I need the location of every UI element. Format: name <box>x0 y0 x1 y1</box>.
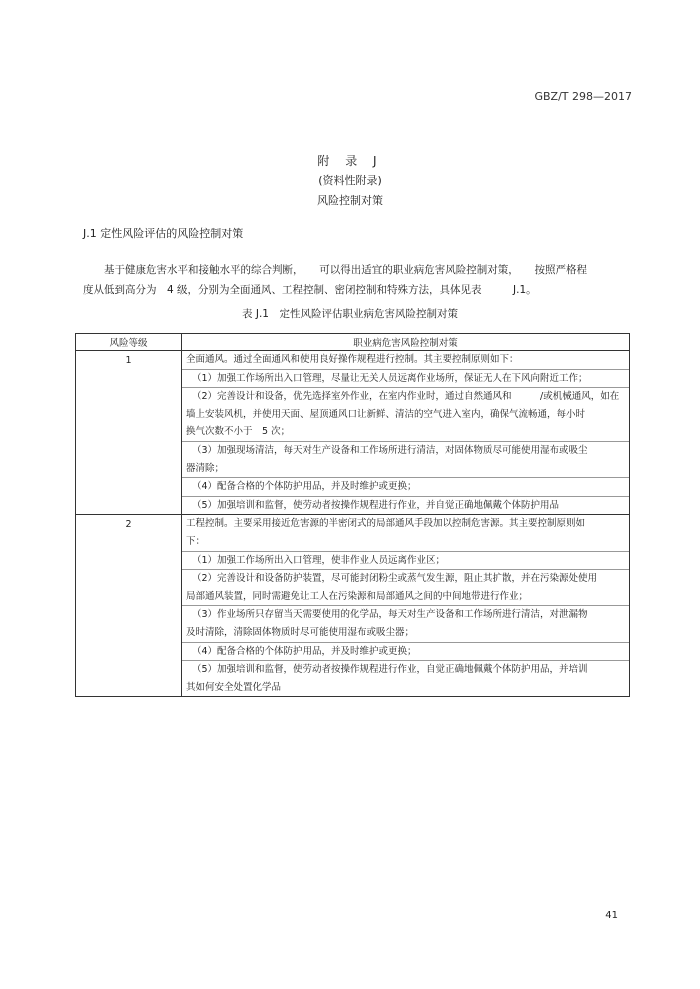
section-heading: J.1 定性风险评估的风险控制对策 <box>83 227 244 240</box>
measure-line: 下： <box>186 535 206 547</box>
table-caption: 表 J.1 定性风险评估职业病危害风险控制对策 <box>242 308 458 320</box>
measure-line: （4）配备合格的个体防护用品，并及时维护或更换； <box>182 642 629 661</box>
measure-line: 墙上安装风机，并使用天面、屋顶通风口让新鲜、清洁的空气进入室内，确保气流畅通，每小时 <box>186 408 586 420</box>
header-risk-level: 风险等级 <box>76 334 182 351</box>
measure-line: 局部通风装置，同时需避免让工人在污染源和局部通风之间的中间地带进行作业； <box>186 590 529 602</box>
measure-line: （5）加强培训和监督，使劳动者按操作规程进行作业，自觉正确地佩戴个体防护用品，并培训 <box>182 660 629 679</box>
header-control-measures: 职业病危害风险控制对策 <box>182 334 630 351</box>
measure-line: 其如何安全处置化学品 <box>186 681 282 693</box>
measure-line: （3）作业场所只存留当天需要使用的化学品，每天对生产设备和工作场所进行清洁，对泄漏物 <box>182 605 629 624</box>
table-body <box>76 351 630 697</box>
control-measures-cell <box>182 351 630 515</box>
measure-line: 工程控制。主要采用接近危害源的半密闭式的局部通风手段加以控制危害源。其主要控制原则如 <box>186 518 586 530</box>
measure-line: （4）配备合格的个体防护用品，并及时维护或更换； <box>182 477 629 496</box>
measure-line: （1）加强工作场所出入口管理，尽量让无关人员远离作业场所，保证无人在下风向附近工作； <box>182 369 629 388</box>
measure-line: （2）完善设计和设备防护装置，尽可能封闭粉尘或蒸气发生源，阻止其扩散，并在污染源处使用 <box>182 569 629 588</box>
risk-level-cell: 2 <box>76 515 182 697</box>
measure-line: （2）完善设计和设备，优先选择室外作业，在室内作业时，通过自然通风和 /或机械通风，如在 <box>182 387 629 406</box>
measure-line: 全面通风。通过全面通风和使用良好操作规程进行控制。其主要控制原则如下： <box>186 354 519 365</box>
paragraph-line-2: 度从低到高分为 4 级，分别为全面通风、工程控制、密闭控制和特殊方法，具体见表 J.1。 <box>83 284 537 296</box>
measure-line: 及时清除，清除固体物质时尽可能使用湿布或吸尘器； <box>186 626 415 638</box>
table-row <box>76 515 630 697</box>
annex-name: 风险控制对策 <box>317 194 383 207</box>
measure-line: 器清除； <box>186 462 225 474</box>
annex-subtitle: (资料性附录) <box>318 174 382 187</box>
measure-line: （5）加强培训和监督，使劳动者按操作规程进行作业，并自觉正确地佩戴个体防护用品 <box>182 496 629 515</box>
risk-level-cell: 1 <box>76 351 182 515</box>
body-paragraph <box>83 260 628 300</box>
table-row <box>76 351 630 515</box>
paragraph-line-1: 基于健康危害水平和接触水平的综合判断， 可以得出适宜的职业病危害风险控制对策， 按照严格程 <box>104 264 587 276</box>
annex-title: 附 录 J <box>317 154 383 168</box>
measure-line: 换气次数不小于 5 次； <box>186 426 291 438</box>
measure-line: （3）加强现场清洁，每天对生产设备和工作场所进行清洁，对固体物质尽可能使用湿布或吸尘 <box>182 441 629 460</box>
risk-control-table <box>75 333 630 697</box>
table-header-row <box>76 334 630 351</box>
measure-line: （1）加强工作场所出入口管理，使非作业人员远离作业区； <box>182 551 629 570</box>
standard-code: GBZ/T 298—2017 <box>534 90 632 103</box>
page-number: 41 <box>605 910 618 921</box>
control-measures-cell <box>182 515 630 697</box>
